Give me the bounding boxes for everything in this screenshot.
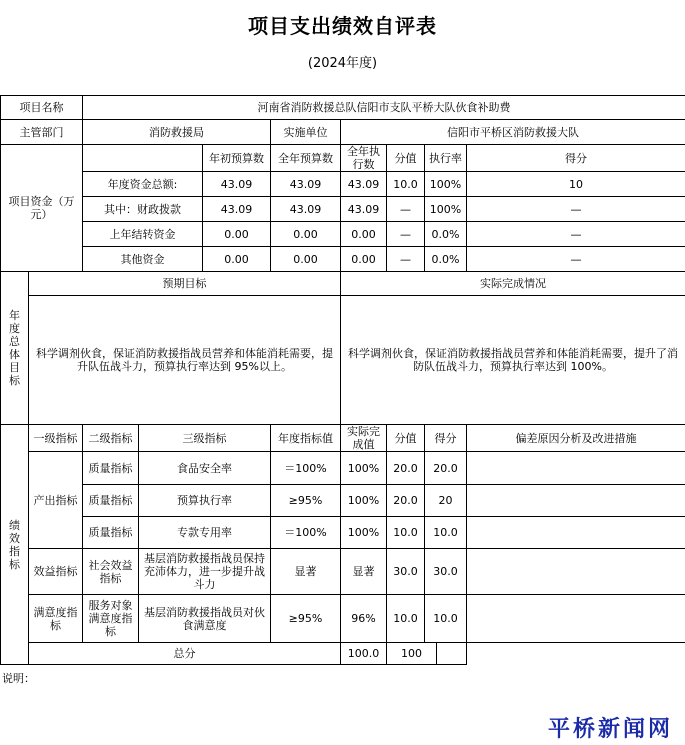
perf-score: 10.0 [425,595,467,643]
perf-header: 年度指标值 [271,425,341,452]
perf-score: 20 [425,485,467,517]
perf-l2: 服务对象满意度指标 [83,595,139,643]
perf-l2: 质量指标 [83,452,139,485]
perf-l3: 预算执行率 [139,485,271,517]
funds-cell: — [387,222,425,247]
perf-header: 分值 [387,425,425,452]
perf-l3: 基层消防救援指战员对伙食满意度 [139,595,271,643]
project-label: 项目名称 [1,96,83,120]
funds-cell: 43.09 [203,172,271,197]
funds-row [1,172,685,197]
funds-cell: — [467,247,685,272]
funds-cell: 43.09 [203,197,271,222]
funds-cell: 0.00 [341,247,387,272]
perf-score-value: 30.0 [387,549,425,595]
perf-actual: 100% [341,452,387,485]
note-label: 说明： [2,672,35,685]
goals-label: 年度总体目标 [1,272,29,425]
perf-target: ＝100% [271,517,341,549]
dept-label: 主管部门 [1,120,83,145]
funds-cell: 10.0 [387,172,425,197]
perf-score: 10.0 [425,517,467,549]
perf-label: 绩效指标 [1,425,29,665]
perf-score-value: 20.0 [387,485,425,517]
goals-row [1,296,685,425]
perf-l1: 满意度指标 [29,595,83,643]
funds-header: 全年执行数 [341,145,387,172]
perf-score-value: 10.0 [387,517,425,549]
funds-cell: — [387,247,425,272]
perf-l2: 质量指标 [83,517,139,549]
perf-l3: 专款专用率 [139,517,271,549]
funds-cell: — [467,222,685,247]
funds-cell: 43.09 [271,197,341,222]
perf-header-row [1,425,685,452]
dept-value: 消防救援局 [83,120,271,145]
funds-cell: 0.00 [203,247,271,272]
expected-goal-header: 预期目标 [29,272,341,296]
perf-header: 二级指标 [83,425,139,452]
funds-header: 全年预算数 [271,145,341,172]
page-title: 项目支出绩效自评表 [248,14,437,38]
perf-row [1,517,685,549]
perf-actual: 96% [341,595,387,643]
perf-actual: 100% [341,517,387,549]
funds-row-name: 其中：财政拨款 [83,197,203,222]
perf-note [467,452,685,485]
perf-row [1,595,685,643]
total-row [1,643,685,665]
perf-note [467,549,685,595]
perf-l3: 食品安全率 [139,452,271,485]
project-row [1,96,685,120]
funds-row [1,247,685,272]
funds-row-name: 年度资金总额: [83,172,203,197]
actual-goal-text: 科学调剂伙食，保证消防救援指战员营养和体能消耗需要，提升了消防队伍战斗力，预算执行率达到 100%。 [341,296,685,425]
funds-cell: 0.00 [271,247,341,272]
total-score: 100 [387,643,437,665]
perf-row [1,452,685,485]
funds-cell: 0.00 [341,222,387,247]
perf-target: ≥95% [271,485,341,517]
page-subtitle: (2024年度) [307,56,378,71]
total-label: 总分 [29,643,341,665]
perf-l3: 基层消防救援指战员保持充沛体力，进一步提升战斗力 [139,549,271,595]
watermark-logo: 平桥新闻网 [547,716,673,742]
perf-note [467,595,685,643]
impl-label: 实施单位 [271,120,341,145]
goals-header-row [1,272,685,296]
funds-cell: 100% [425,197,467,222]
perf-header: 三级指标 [139,425,271,452]
perf-note [467,517,685,549]
total-note [437,643,467,665]
funds-row-name: 上年结转资金 [83,222,203,247]
funds-cell: 43.09 [341,197,387,222]
perf-l2: 质量指标 [83,485,139,517]
funds-cell: — [467,197,685,222]
expected-goal-text: 科学调剂伙食，保证消防救援指战员营养和体能消耗需要，提升队伍战斗力，预算执行率达到 95%以上。 [29,296,341,425]
funds-header: 分值 [387,145,425,172]
funds-header: 得分 [467,145,685,172]
perf-header: 偏差原因分析及改进措施 [467,425,685,452]
impl-value: 信阳市平桥区消防救援大队 [341,120,685,145]
perf-l1: 效益指标 [29,549,83,595]
perf-score: 20.0 [425,452,467,485]
funds-row-name: 其他资金 [83,247,203,272]
evaluation-table [0,95,685,665]
actual-goal-header: 实际完成情况 [341,272,685,296]
perf-actual: 100% [341,485,387,517]
perf-l1: 产出指标 [29,452,83,549]
funds-label: 项目资金（万元） [1,145,83,272]
funds-row [1,222,685,247]
perf-target: ≥95% [271,595,341,643]
funds-cell: 0.00 [271,222,341,247]
perf-row [1,549,685,595]
funds-cell: 10 [467,172,685,197]
perf-target: ＝100% [271,452,341,485]
perf-note [467,485,685,517]
funds-header: 年初预算数 [203,145,271,172]
funds-cell: 0.0% [425,222,467,247]
perf-row [1,485,685,517]
perf-score: 30.0 [425,549,467,595]
funds-cell: 0.00 [203,222,271,247]
perf-actual: 显著 [341,549,387,595]
funds-cell: 43.09 [341,172,387,197]
perf-target: 显著 [271,549,341,595]
funds-header: 执行率 [425,145,467,172]
perf-header: 一级指标 [29,425,83,452]
perf-header: 实际完成值 [341,425,387,452]
dept-row [1,120,685,145]
perf-score-value: 10.0 [387,595,425,643]
funds-cell: — [387,197,425,222]
total-score-value: 100.0 [341,643,387,665]
funds-cell: 0.0% [425,247,467,272]
funds-cell: 43.09 [271,172,341,197]
project-value: 河南省消防救援总队信阳市支队平桥大队伙食补助费 [83,96,685,120]
funds-cell: 100% [425,172,467,197]
perf-score-value: 20.0 [387,452,425,485]
perf-l2: 社会效益指标 [83,549,139,595]
perf-header: 得分 [425,425,467,452]
funds-row [1,197,685,222]
funds-header-row [1,145,685,172]
funds-header-blank [83,145,203,172]
